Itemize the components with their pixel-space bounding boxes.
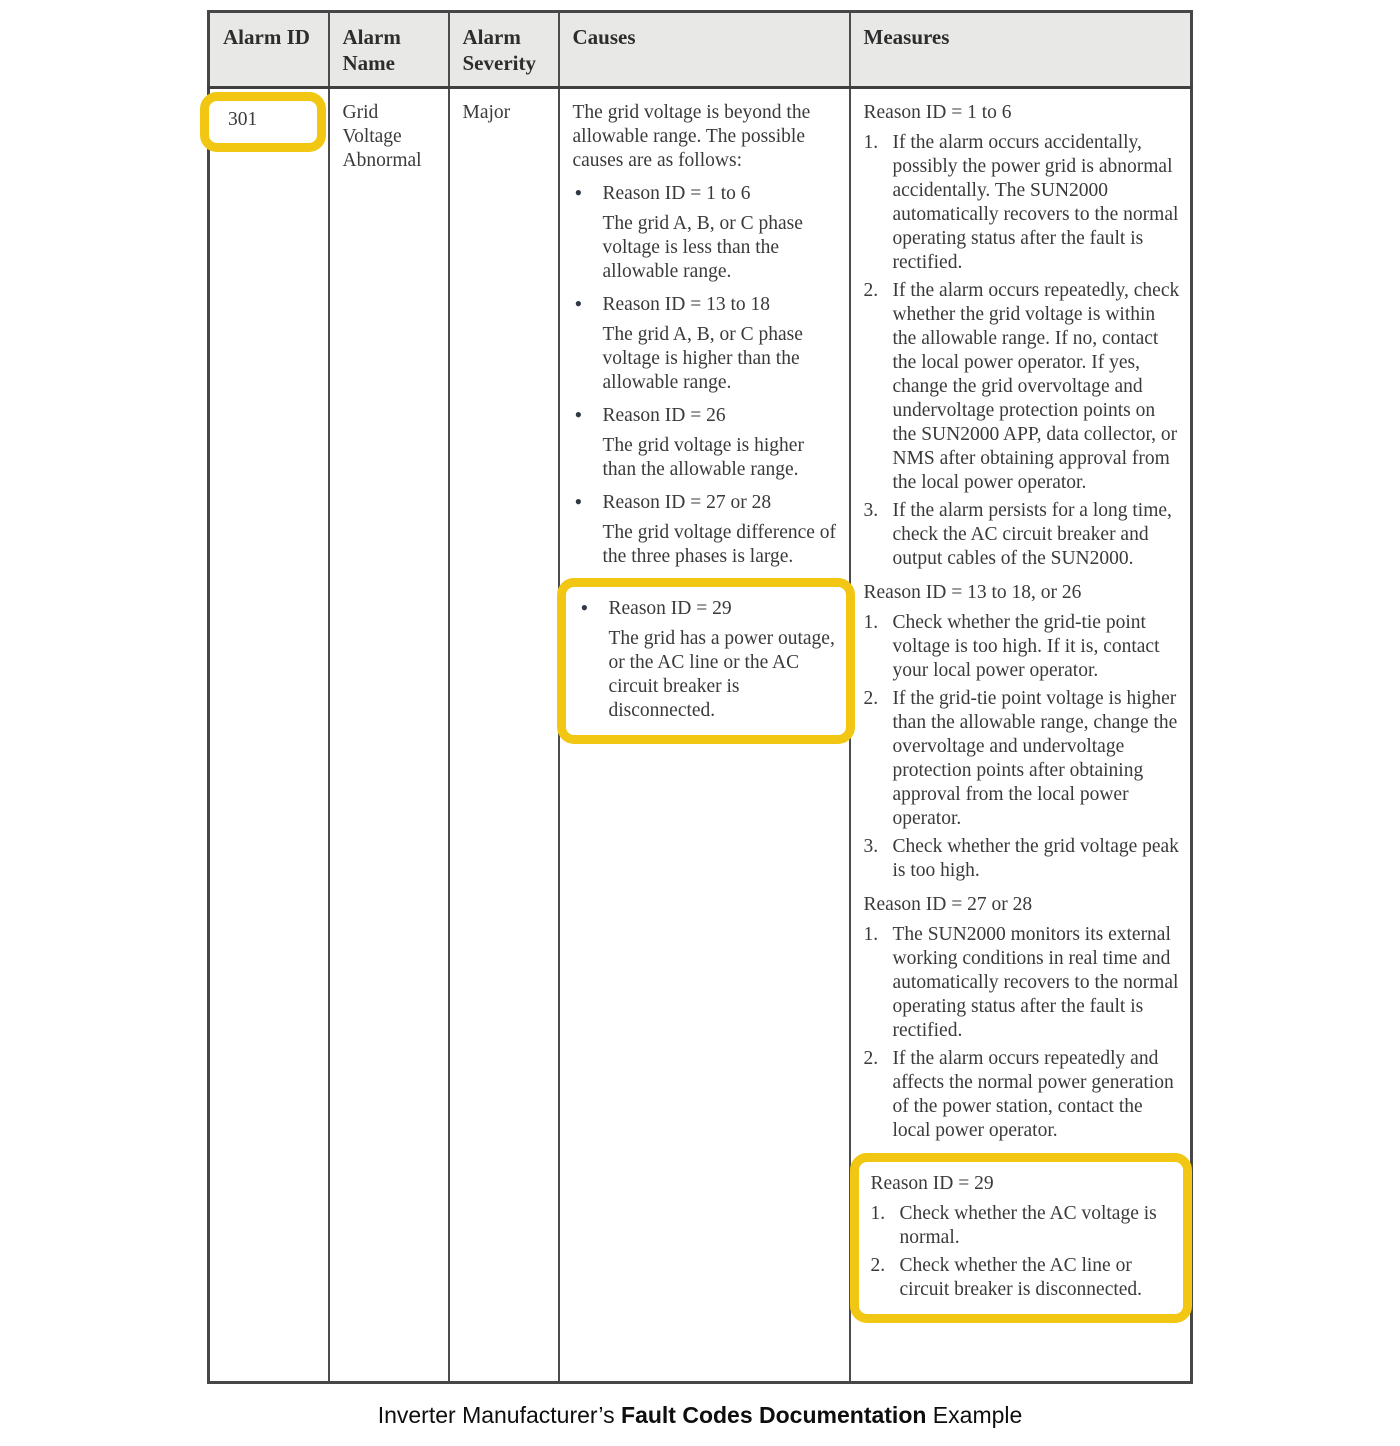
caption-prefix: Inverter Manufacturer’s (377, 1402, 622, 1428)
measures-step (864, 279, 1183, 495)
alarm-id-value: 301 (228, 109, 258, 130)
fault-codes-figure (207, 10, 1190, 1384)
bullet-title: • Reason ID = 13 to 18 (573, 293, 841, 317)
measures-step (864, 131, 1183, 275)
measures-step (864, 923, 1183, 1043)
measures-section-0 (864, 101, 1183, 571)
measures-step-number: 2. (863, 280, 879, 301)
measures-step-text: If the grid-tie point voltage is higher than the allowable range, change the overvoltage and undervoltage protection points after obtaining approval from the local power operator. (892, 688, 1178, 829)
causes-bullet-list (573, 182, 841, 744)
measures-step-text: If the alarm occurs accidentally, possibly the power grid is abnormal accidentally. The SUN2000 automatically recovers to the normal operating status after the fault is rectified. (892, 132, 1179, 273)
measures-step-number: 3. (863, 500, 879, 521)
measures-step-text: If the alarm occurs repeatedly, check whether the grid voltage is within the allowable range. If no, contact the local power operator. If yes, change the grid overvoltage and undervoltage protection points on the SUN2000 APP, data collector, or NMS after obtaining approval from the local power operator. (892, 280, 1180, 493)
table-row (209, 88, 1192, 1383)
measures-section-1 (864, 581, 1183, 883)
cell-alarm-id (209, 88, 329, 1383)
measures-step-text: Check whether the AC voltage is normal. (899, 1203, 1157, 1248)
measures-section-title: Reason ID = 27 or 28 (863, 894, 1033, 915)
measures-section-2 (864, 893, 1183, 1143)
measures-step-number: 1. (863, 924, 879, 945)
measures-section-title: Reason ID = 13 to 18, or 26 (863, 582, 1082, 603)
bullet-description: The grid voltage difference of the three phases is large. (602, 522, 837, 567)
cell-causes (559, 88, 850, 1383)
cell-measures (850, 88, 1192, 1383)
col-header-measures: Measures (850, 12, 1192, 88)
measures-step (864, 499, 1183, 571)
measures-step-text: The SUN2000 monitors its external working conditions in real time and automatically recovers to the normal operating status after the fault is rectified. (892, 924, 1179, 1041)
measures-step (864, 835, 1183, 883)
measures-step-text: If the alarm persists for a long time, check the AC circuit breaker and output cables of the SUN2000. (892, 500, 1172, 569)
col-header-alarm-name: Alarm Name (329, 12, 449, 88)
causes-intro: The grid voltage is beyond the allowable range. The possible causes are as follows: (572, 102, 811, 171)
cell-alarm-severity (449, 88, 559, 1383)
measures-step-number: 2. (870, 1255, 886, 1276)
measures-step-number: 1. (863, 132, 879, 153)
measures-step (871, 1202, 1180, 1250)
bullet-title: • Reason ID = 1 to 6 (573, 182, 841, 206)
col-header-causes: Causes (559, 12, 850, 88)
measures-step (864, 611, 1183, 683)
measures-step (871, 1254, 1180, 1302)
bullet-title: • Reason ID = 27 or 28 (573, 491, 841, 515)
col-header-alarm-severity: Alarm Severity (449, 12, 559, 88)
measures-step-text: Check whether the grid voltage peak is too high. (892, 836, 1179, 881)
measures-step-text: If the alarm occurs repeatedly and affects the normal power generation of the power station, contact the local power operator. (892, 1048, 1174, 1141)
alarm-severity-value: Major (462, 102, 511, 123)
caption-bold: Fault Codes Documentation (621, 1402, 927, 1428)
causes-bullet-1 (573, 293, 841, 395)
bullet-description: The grid A, B, or C phase voltage is less than the allowable range. (602, 213, 803, 282)
measures-step-number: 1. (870, 1203, 886, 1224)
measures-step-number: 3. (863, 836, 879, 857)
causes-bullet-2 (573, 404, 841, 482)
alarm-id-highlight-box (200, 92, 326, 152)
measures-reason-29-highlight-box (850, 1153, 1193, 1323)
measures-section-title: Reason ID = 1 to 6 (863, 102, 1012, 123)
bullet-description: The grid voltage is higher than the allowable range. (602, 435, 804, 480)
measures-step-text: Check whether the AC line or circuit breaker is disconnected. (899, 1255, 1143, 1300)
fault-codes-table (207, 10, 1193, 1384)
measures-step (864, 1047, 1183, 1143)
col-header-alarm-id: Alarm ID (209, 12, 329, 88)
measures-step-text: Check whether the grid-tie point voltage is too high. If it is, contact your local power operator. (892, 612, 1160, 681)
caption-suffix: Example (926, 1402, 1023, 1428)
cell-alarm-name (329, 88, 449, 1383)
bullet-description: The grid has a power outage, or the AC line or the AC circuit breaker is disconnected. (608, 628, 835, 721)
measures-section-list (864, 101, 1183, 1323)
measures-section-title: Reason ID = 29 (870, 1173, 994, 1194)
bullet-title: • Reason ID = 29 (579, 597, 841, 621)
causes-reason-29-highlight-box (557, 578, 855, 744)
measures-step-number: 2. (863, 1048, 879, 1069)
measures-step-number: 1. (863, 612, 879, 633)
figure-caption (0, 1400, 1400, 1430)
alarm-name-value: Grid Voltage Abnormal (342, 102, 422, 171)
table-header-row (209, 12, 1192, 88)
causes-bullet-3 (573, 491, 841, 569)
causes-bullet-0 (573, 182, 841, 284)
bullet-title: • Reason ID = 26 (573, 404, 841, 428)
measures-step-number: 2. (863, 688, 879, 709)
measures-step (864, 687, 1183, 831)
bullet-description: The grid A, B, or C phase voltage is higher than the allowable range. (602, 324, 803, 393)
